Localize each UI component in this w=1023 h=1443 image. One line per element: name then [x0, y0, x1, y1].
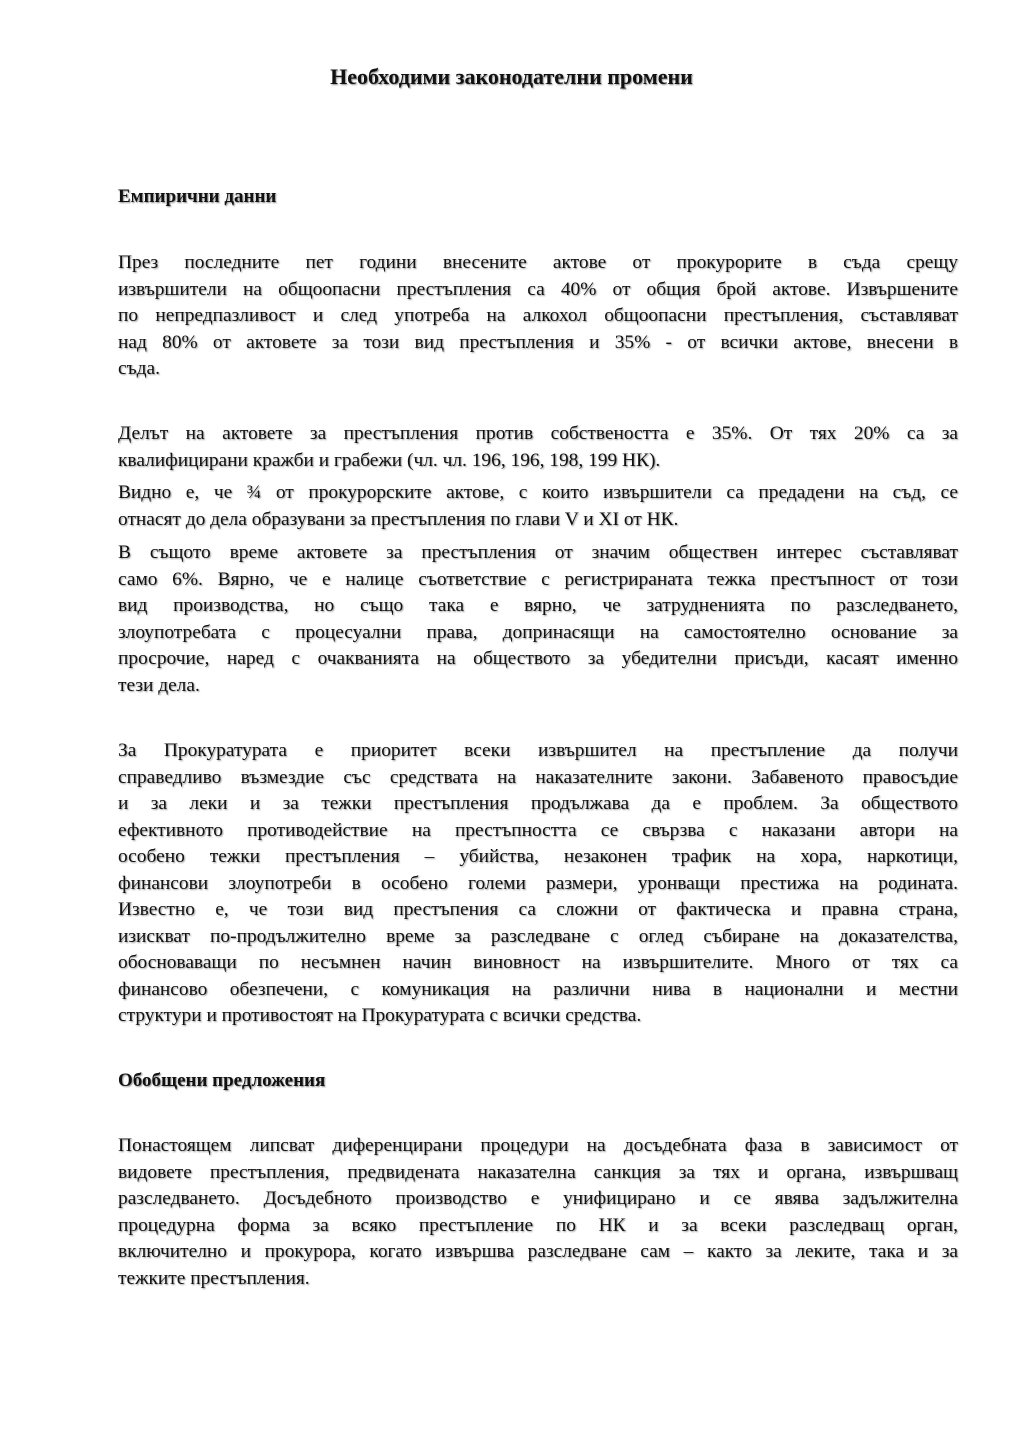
text-line: отнасят до дела образувани за престъпления по глави V и XI от НК. — [118, 508, 679, 530]
section-heading-summary-proposals: Обобщени предложения — [118, 1070, 326, 1091]
text-line: по непредпазливост и след употреба на алкохол общоопасни престъпления, съставляват — [118, 305, 958, 326]
text-line: съда. — [118, 358, 160, 379]
section-heading-empirical-data: Емпирични данни — [118, 186, 277, 207]
text-line: квалифицирани кражби и грабежи (чл. чл. 196, 196, 198, 199 НК). — [118, 449, 661, 471]
text-line: изискват по-продължително време за разследване с оглед събиране на доказателства, — [118, 925, 958, 947]
text-line: Видно е, че ¾ от прокурорските актове, с които извършители са предадени на съд, се — [118, 482, 958, 503]
text-line: разследването. Досъдебното производство е унифицирано и се явява задължителна — [118, 1188, 958, 1209]
text-line: особено тежки престъпления – убийства, незаконен трафик на хора, наркотици, — [118, 846, 958, 867]
text-line: над 80% от актовете за този вид престъпления и 35% - от всички актове, внесени в — [118, 331, 958, 353]
text-line: Понастоящем липсват диференцирани процедури на досъдебната фаза в зависимост от — [118, 1135, 958, 1156]
text-line: справедливо възмездие със средствата на наказателните закони. Забавеното правосъдие — [118, 766, 958, 788]
paragraph-4 — [118, 540, 958, 699]
document-title: Необходими законодателни промени — [330, 64, 693, 89]
paragraph-5 — [118, 738, 958, 1030]
paragraph-1 — [118, 250, 958, 383]
text-line: включително и прокурора, когато извършва разследване сам – както за леките, така и за — [118, 1241, 958, 1262]
text-line: процедурна форма за всяко престъпление по НК и за всеки разследващ орган, — [118, 1214, 958, 1236]
text-line: тежките престъпления. — [118, 1267, 310, 1289]
text-line: Делът на актовете за престъпления против собствеността е 35%. От тях 20% са за — [118, 423, 958, 444]
paragraph-2 — [118, 421, 958, 474]
paragraph-3 — [118, 480, 958, 533]
text-line: За Прокуратурата е приоритет всеки извършител на престъпление да получи — [118, 740, 958, 761]
text-line: само 6%. Вярно, че е налице съответствие с регистрираната тежка престъпност от този — [118, 568, 958, 590]
text-line: ефективното противодействие на престъпността се свързва с наказани автори на — [118, 819, 958, 841]
text-line: просрочие, наред с очакванията на обществото за убедителни присъди, касаят именно — [118, 648, 958, 669]
text-line: извършители на общоопасни престъпления са 40% от общия брой актове. Извършените — [118, 278, 958, 300]
text-line: Известно е, че този вид престъпения са сложни от фактическа и правна страна, — [118, 899, 958, 920]
text-line: видовете престъпления, предвидената наказателна санкция за тях и органа, извършващ — [118, 1161, 958, 1183]
text-line: и за леки и за тежки престъпления продължава да е проблем. За обществото — [118, 793, 958, 814]
text-line: През последните пет години внесените актове от прокурорите в съда срещу — [118, 252, 958, 273]
text-line: структури и противостоят на Прокуратурата с всички средства. — [118, 1005, 642, 1026]
text-line: тези дела. — [118, 674, 200, 696]
text-line: обосноваващи по несъмнен начин виновност на извършителите. Много от тях са — [118, 952, 958, 973]
text-line: злоупотребата с процесуални права, допринасящи на самостоятелно основание за — [118, 621, 958, 643]
text-line: вид производства, но също така е вярно, че затрудненията по разследването, — [118, 595, 958, 616]
text-line: финансови злоупотреби в особено големи размери, уронващи престижа на родината. — [118, 872, 958, 894]
text-line: финансово обезпечени, с комуникация на различни нива в национални и местни — [118, 978, 958, 1000]
text-line: В същото време актовете за престъпления от значим обществен интерес съставляват — [118, 542, 958, 563]
paragraph-6 — [118, 1133, 958, 1292]
